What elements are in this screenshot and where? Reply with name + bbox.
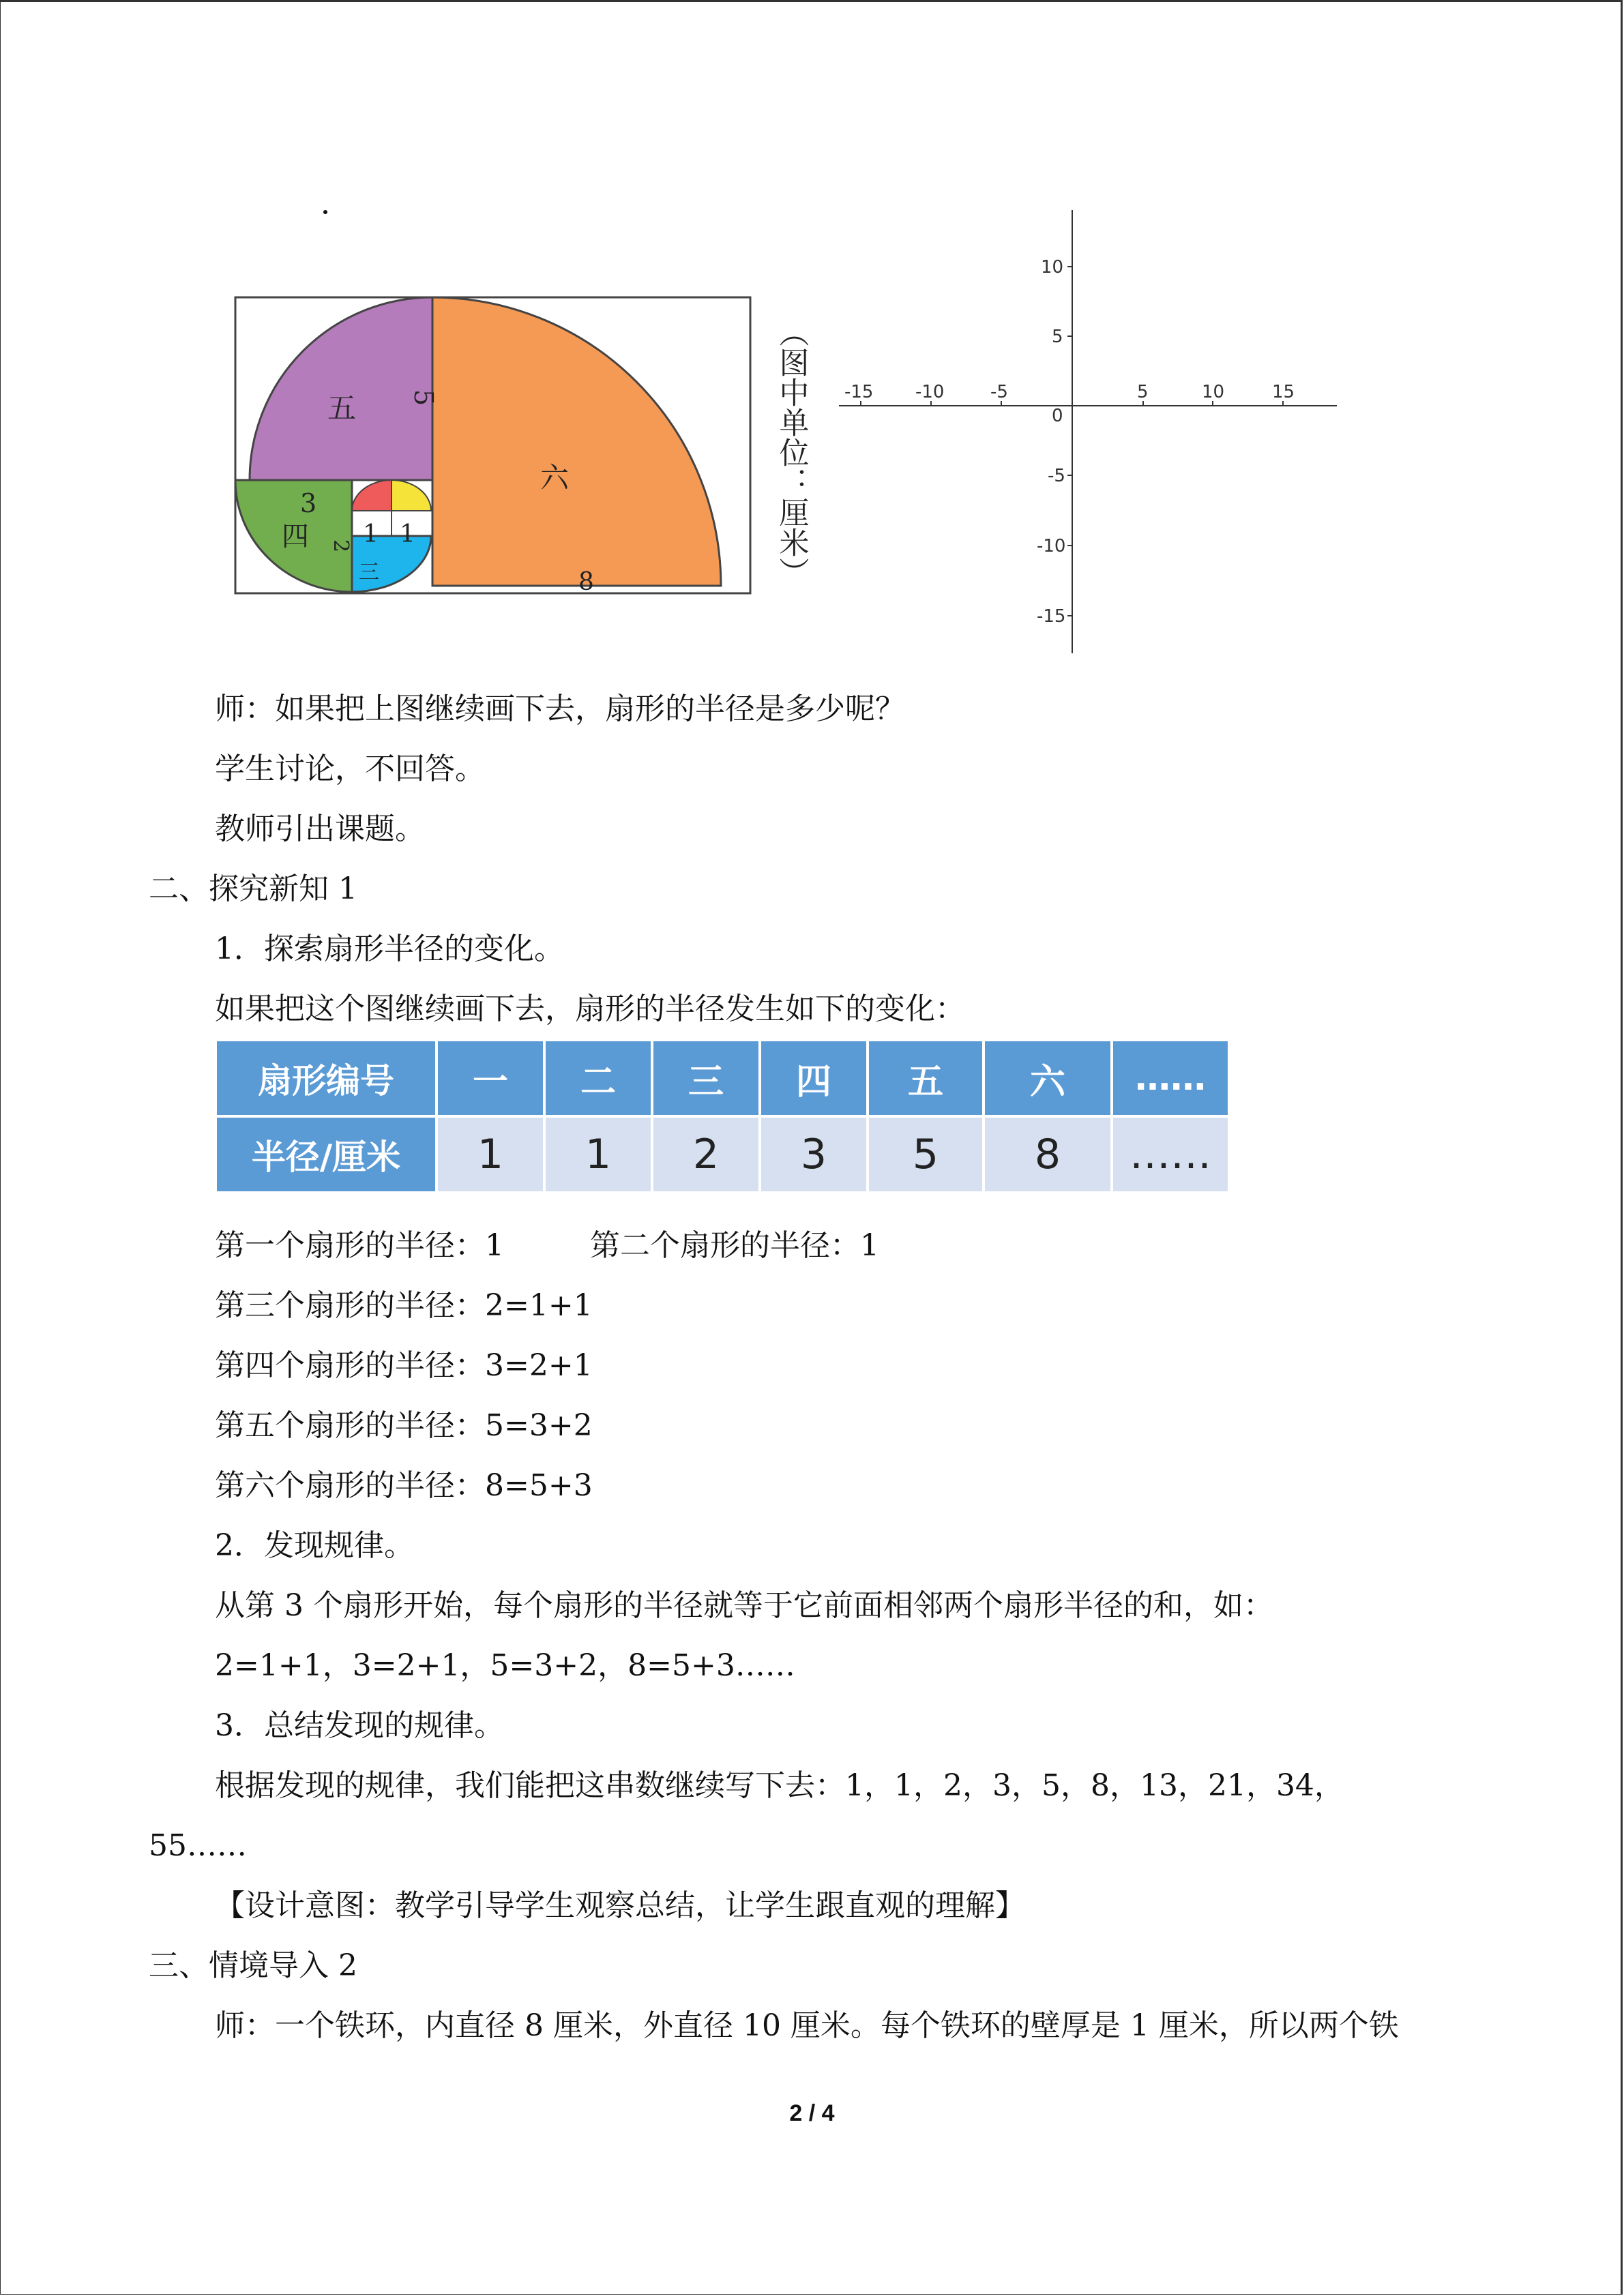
y-tick-5: 5 (1052, 327, 1063, 347)
x-tick-neg5: -5 (990, 382, 1008, 402)
table-row (216, 1040, 1229, 1116)
paragraph: 师：如果把上图继续画下去，扇形的半径是多少呢？ (215, 691, 905, 726)
table-cell: …… (1112, 1040, 1229, 1116)
sector-one-red (352, 480, 392, 511)
label-six-side: 8 (578, 568, 594, 596)
table-cell: 1 (544, 1116, 652, 1193)
coordinate-axes-figure (839, 210, 1357, 660)
table-cell: 二 (544, 1040, 652, 1116)
x-tick-neg10: -10 (915, 382, 945, 402)
x-tick-15: 15 (1272, 382, 1295, 402)
sector-five (250, 297, 432, 480)
x-tick-10: 10 (1202, 382, 1225, 402)
subheading: 1．探索扇形半径的变化。 (215, 931, 564, 966)
stray-dot (323, 210, 327, 214)
paragraph: 师：一个铁环，内直径 8 厘米，外直径 10 厘米。每个铁环的壁厚是 1 厘米，所以两个铁 (215, 2008, 1399, 2043)
radius-line: 第三个扇形的半径：2=1+1 (215, 1288, 593, 1323)
radius-line: 第一个扇形的半径：1 (215, 1228, 504, 1263)
x-tick-neg15: -15 (844, 382, 874, 402)
table-row-header: 扇形编号 (216, 1040, 437, 1116)
radius-line: 第六个扇形的半径：8=5+3 (215, 1468, 593, 1503)
paragraph: 根据发现的规律，我们能把这串数继续写下去：1，1，2，3，5，8，13，21，34， (215, 1768, 1344, 1803)
table-cell: 1 (437, 1116, 544, 1193)
y-tick-neg10: -10 (1037, 536, 1066, 556)
sector-two-yellow (392, 480, 431, 511)
table-cell: 五 (868, 1040, 984, 1116)
paragraph: 55…… (149, 1828, 247, 1863)
y-tick-neg5: -5 (1048, 466, 1065, 486)
unit-note: （图中单位：厘米） (773, 317, 809, 587)
paragraph: 学生讨论，不回答。 (215, 751, 485, 786)
radius-table (214, 1039, 1230, 1194)
table-cell: 四 (760, 1040, 868, 1116)
label-five: 五 (327, 391, 357, 425)
y-tick-10: 10 (1041, 257, 1064, 278)
x-tick-5: 5 (1137, 382, 1149, 402)
page-number: 2 / 4 (789, 2100, 835, 2126)
table-cell: 2 (652, 1116, 760, 1193)
subheading: 3．总结发现的规律。 (215, 1708, 504, 1743)
section-heading: 二、探究新知 1 (149, 871, 357, 906)
label-three-cn: 三 (359, 561, 379, 584)
table-cell: 一 (437, 1040, 544, 1116)
radius-line: 第二个扇形的半径：1 (590, 1228, 879, 1263)
table-row-header: 半径/厘米 (216, 1116, 437, 1193)
fibonacci-spiral-figure (232, 290, 818, 597)
table-cell: 六 (984, 1040, 1112, 1116)
table-row (216, 1116, 1229, 1193)
table-cell: 8 (984, 1116, 1112, 1193)
label-one-b: 1 (400, 520, 415, 548)
table-cell: …… (1112, 1116, 1229, 1193)
label-four-side: 2 (329, 539, 353, 553)
table-cell: 三 (652, 1040, 760, 1116)
section-heading: 三、情境导入 2 (149, 1948, 357, 1983)
radius-line: 第五个扇形的半径：5=3+2 (215, 1408, 593, 1443)
label-five-side: 5 (409, 389, 439, 406)
label-three: 3 (300, 488, 317, 518)
radius-line: 第四个扇形的半径：3=2+1 (215, 1348, 593, 1383)
table-cell: 3 (760, 1116, 868, 1193)
design-intent: 【设计意图：教学引导学生观察总结，让学生跟直观的理解】 (215, 1888, 1025, 1923)
paragraph: 从第 3 个扇形开始，每个扇形的半径就等于它前面相邻两个扇形半径的和，如： (215, 1588, 1273, 1623)
paragraph: 教师引出课题。 (215, 811, 425, 846)
label-four: 四 (282, 521, 309, 552)
y-tick-neg15: -15 (1037, 606, 1066, 627)
sector-six (432, 297, 721, 586)
subheading: 2．发现规律。 (215, 1528, 414, 1563)
paragraph: 如果把这个图继续画下去，扇形的半径发生如下的变化： (215, 992, 965, 1026)
paragraph: 2=1+1，3=2+1，5=3+2，8=5+3…… (215, 1648, 795, 1683)
table-cell: 5 (868, 1116, 984, 1193)
origin-label: 0 (1052, 406, 1063, 426)
label-one-a: 1 (363, 520, 379, 548)
label-six: 六 (540, 461, 570, 494)
